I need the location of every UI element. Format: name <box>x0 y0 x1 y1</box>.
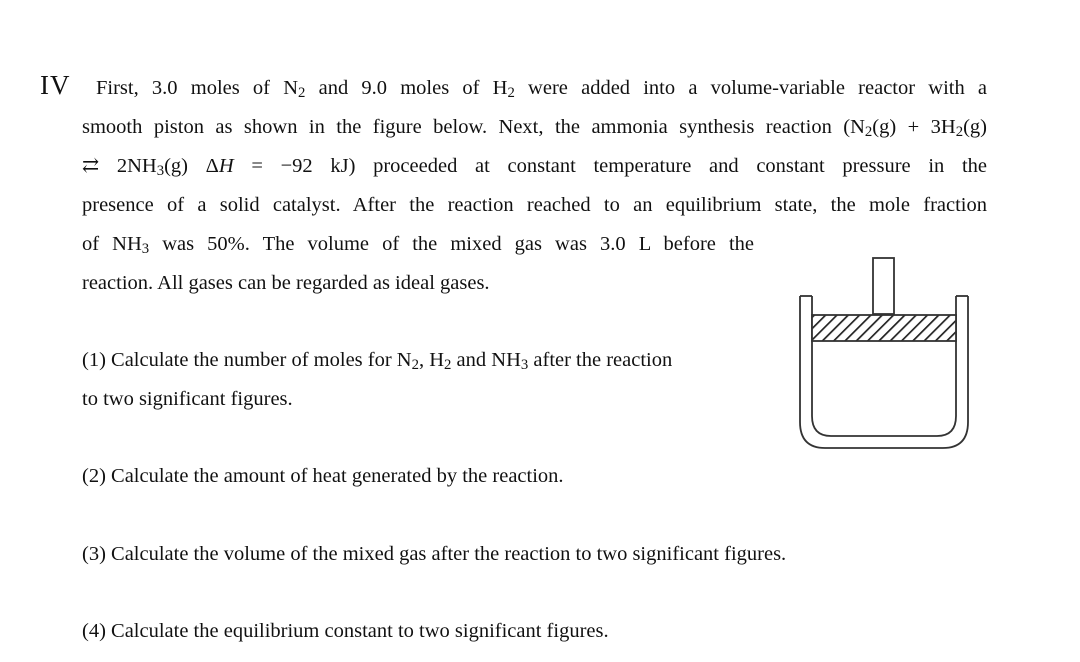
question-4: (4) Calculate the equilibrium constant to two significant figures. <box>82 620 609 642</box>
intro-line-6: reaction. All gases can be regarded as ideal gases. <box>82 272 490 294</box>
question-1-line-1: (1) Calculate the number of moles for $N_2$, $H_2$ and $NH_3$ after the reaction <box>82 349 673 374</box>
piston-rod <box>873 258 894 314</box>
intro-line-3: ⇄ $2NH_3(g) \Delta H = -92$ kJ) proceeded at constant temperature and constant pressure in the <box>82 155 987 180</box>
intro-line-4: presence of a solid catalyst. After the reaction reached to an equilibrium state, the mole fraction <box>82 194 987 216</box>
intro-line-5: of $NH_3$ was 50%. The volume of the mixed gas was 3.0 L before the <box>82 233 754 258</box>
piston <box>812 315 956 341</box>
reactor-piston-diagram <box>795 254 975 454</box>
question-2: (2) Calculate the amount of heat generated by the reaction. <box>82 465 564 487</box>
question-1-line-2: to two significant figures. <box>82 388 293 410</box>
intro-line-1: First, 3.0 moles of $N_2$ and 9.0 moles of $H_2$ were added into a volume-variable reactor with a <box>96 77 988 102</box>
problem-number: IV <box>40 70 71 100</box>
question-3: (3) Calculate the volume of the mixed gas after the reaction to two significant figures. <box>82 543 787 565</box>
intro-line-2: smooth piston as shown in the figure below. Next, the ammonia synthesis reaction ($N_2(g) + 3H_2(g)$ <box>82 116 987 141</box>
